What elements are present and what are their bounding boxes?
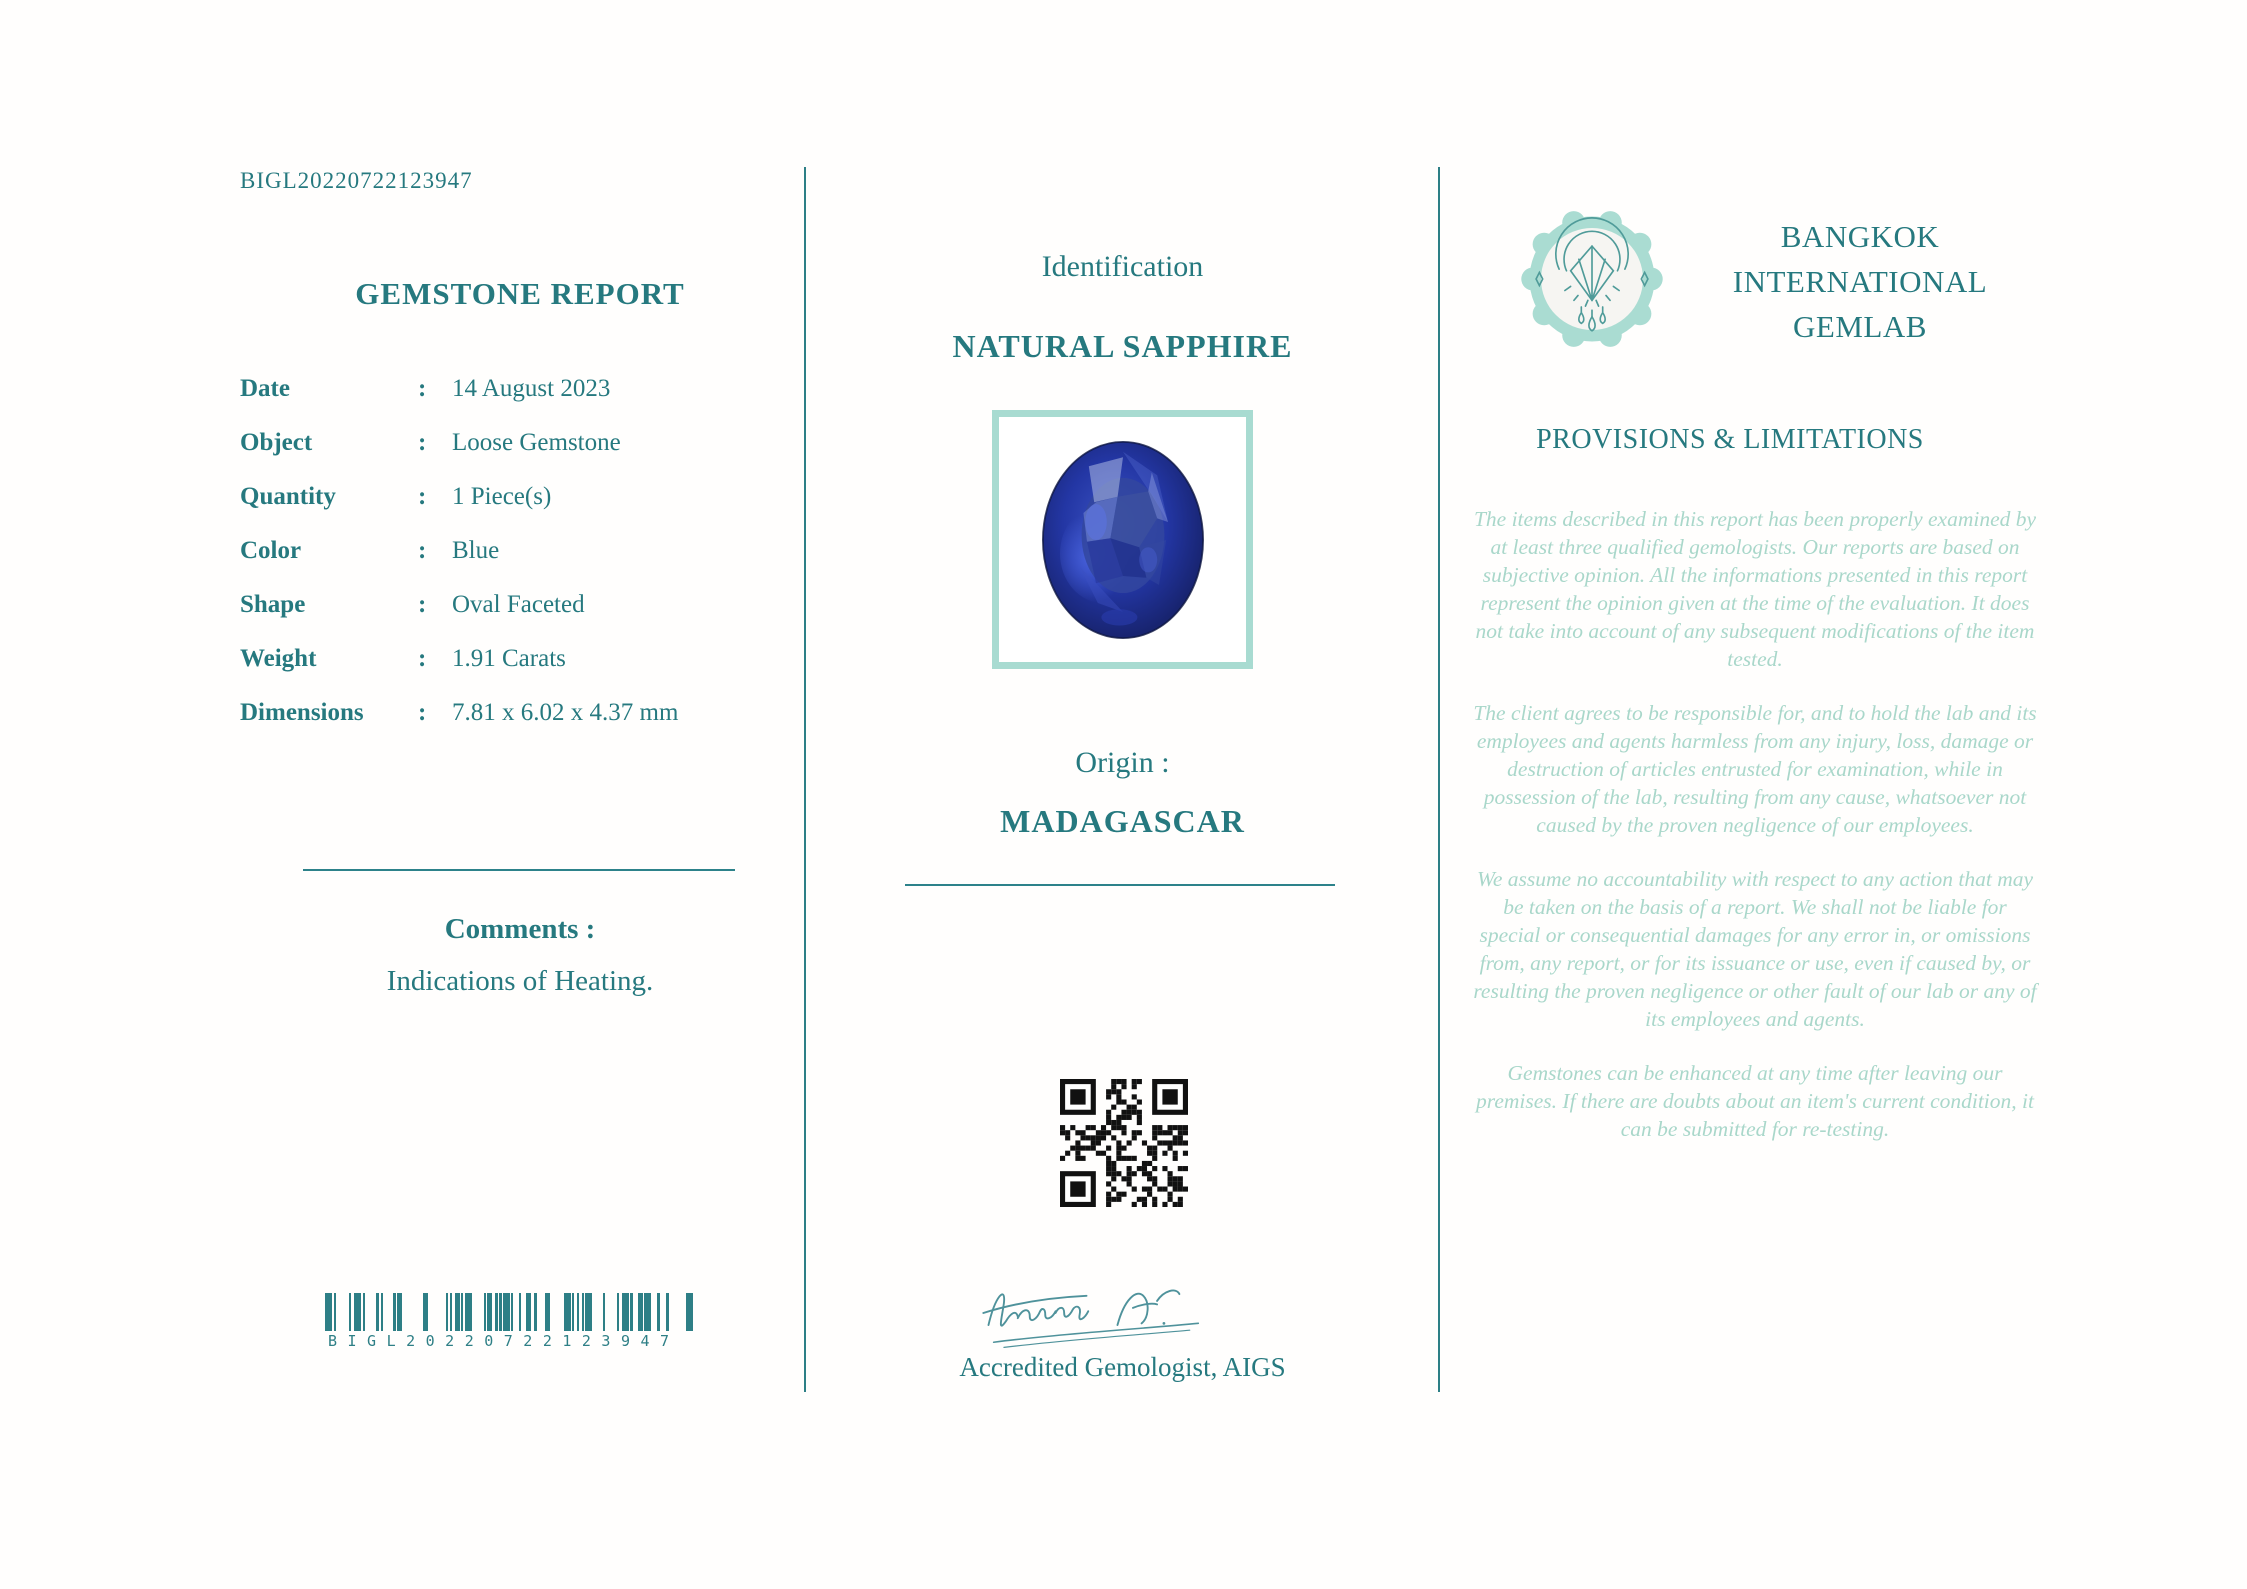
field-label: Date bbox=[240, 375, 290, 402]
field-colon: : bbox=[418, 375, 427, 402]
field-label: Weight bbox=[240, 645, 317, 672]
barcode bbox=[322, 1293, 714, 1350]
field-label: Color bbox=[240, 537, 302, 564]
middle-divider bbox=[905, 884, 1335, 886]
provisions-paragraphs bbox=[1472, 505, 2038, 1169]
sapphire-gem-image bbox=[1033, 431, 1213, 649]
field-value: Loose Gemstone bbox=[452, 429, 621, 456]
identification-result: NATURAL SAPPHIRE bbox=[952, 328, 1293, 364]
field-row-weight bbox=[240, 632, 800, 686]
report-fields bbox=[240, 362, 800, 740]
field-row-object bbox=[240, 416, 800, 470]
field-colon: : bbox=[418, 483, 427, 510]
field-value: 1 Piece(s) bbox=[452, 483, 552, 510]
field-row-shape bbox=[240, 578, 800, 632]
field-row-quantity bbox=[240, 470, 800, 524]
field-value: 1.91 Carats bbox=[452, 645, 566, 672]
provisions-paragraph-2: The client agrees to be responsible for, and to hold the lab and its employees and agents harmless from any injury, loss, damage or destruction of articles entrusted for examination, while in possession of the lab, resulting from any cause, whatsoever not caused by the proven negligence of our employees. bbox=[1473, 701, 2037, 837]
barcode-text: BIGL20220722123947 bbox=[328, 1332, 680, 1350]
field-label: Dimensions bbox=[240, 699, 364, 726]
origin-label: Origin : bbox=[1075, 746, 1170, 779]
report-number: BIGL20220722123947 bbox=[240, 168, 473, 193]
field-row-dimensions bbox=[240, 686, 800, 740]
lab-name-line2: INTERNATIONAL bbox=[1732, 264, 1988, 299]
gemlab-logo-icon bbox=[1518, 205, 1666, 353]
comments-text: Indications of Heating. bbox=[386, 965, 654, 997]
barcode-bars bbox=[322, 1293, 714, 1331]
field-colon: : bbox=[418, 699, 427, 726]
identification-heading: Identification bbox=[1041, 250, 1204, 283]
field-label: Shape bbox=[240, 591, 306, 618]
lab-name bbox=[1700, 214, 2020, 349]
field-value: Blue bbox=[452, 537, 500, 564]
field-value: Oval Faceted bbox=[452, 591, 585, 618]
field-row-date bbox=[240, 362, 800, 416]
provisions-paragraph-1: The items described in this report has been properly examined by at least three qualified gemologists. Our reports are based on subjective opinion. All the informations presented in this report represent the opinion given at the time of the evaluation. It does not take into account of any subsequent modifications of the item tested. bbox=[1473, 507, 2037, 671]
field-colon: : bbox=[418, 537, 427, 564]
field-value: 7.81 x 6.02 x 4.37 mm bbox=[452, 699, 679, 726]
provisions-paragraph-4: Gemstones can be enhanced at any time after leaving our premises. If there are doubts about an item's current condition, it can be submitted for re-testing. bbox=[1476, 1061, 2034, 1141]
comments-label: Comments : bbox=[444, 913, 596, 945]
comments-divider bbox=[303, 869, 735, 871]
lab-name-line3: GEMLAB bbox=[1793, 309, 1927, 344]
gemstone-photo-frame bbox=[992, 410, 1253, 669]
origin-value: MADAGASCAR bbox=[1000, 803, 1245, 839]
gemologist-credential: Accredited Gemologist, AIGS bbox=[959, 1352, 1286, 1382]
gemologist-signature bbox=[952, 1270, 1252, 1356]
field-label: Quantity bbox=[240, 483, 336, 510]
field-row-color bbox=[240, 524, 800, 578]
column-divider-right bbox=[1438, 167, 1440, 1392]
field-colon: : bbox=[418, 429, 427, 456]
field-value: 14 August 2023 bbox=[452, 375, 611, 402]
provisions-title: PROVISIONS & LIMITATIONS bbox=[1536, 424, 1924, 455]
field-colon: : bbox=[418, 645, 427, 672]
field-label: Object bbox=[240, 429, 313, 456]
report-title: GEMSTONE REPORT bbox=[355, 276, 685, 311]
field-colon: : bbox=[418, 591, 427, 618]
qr-code bbox=[1060, 1078, 1188, 1208]
lab-name-line1: BANGKOK bbox=[1780, 219, 1940, 254]
column-divider-left bbox=[804, 167, 806, 1392]
provisions-paragraph-3: We assume no accountability with respect to any action that may be taken on the basis of a report. We shall not be liable for special or consequential damages for any error in, or omissions from, any report, or for its issuance or use, even if caused by, or resulting the proven negligence or other fault of our lab or any of its employees and agents. bbox=[1473, 867, 2037, 1031]
